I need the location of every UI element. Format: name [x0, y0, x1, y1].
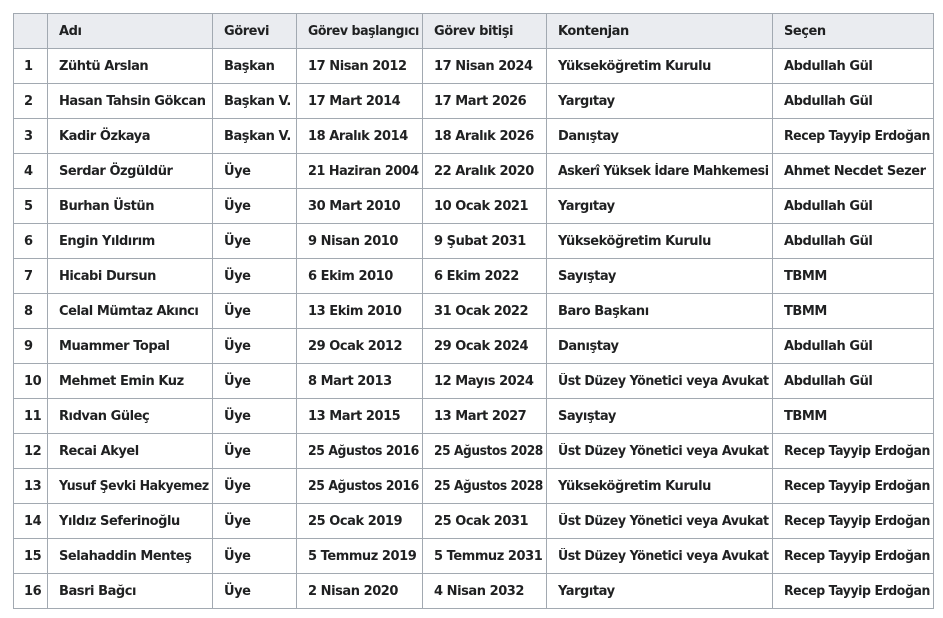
cell-appointer: TBMM — [773, 294, 934, 329]
cell-end-date: 17 Nisan 2024 — [423, 49, 547, 84]
cell-start-date: 30 Mart 2010 — [297, 189, 423, 224]
cell-appointer: Abdullah Gül — [773, 84, 934, 119]
cell-name: Muammer Topal — [48, 329, 213, 364]
table-row — [14, 364, 934, 399]
cell-name: Basri Bağcı — [48, 574, 213, 609]
cell-start-date: 25 Ocak 2019 — [297, 504, 423, 539]
cell-end-date: 9 Şubat 2031 — [423, 224, 547, 259]
table-body — [14, 49, 934, 609]
cell-end-date: 17 Mart 2026 — [423, 84, 547, 119]
cell-index: 6 — [14, 224, 48, 259]
cell-appointer: TBMM — [773, 399, 934, 434]
cell-index: 11 — [14, 399, 48, 434]
cell-quota: Askerî Yüksek İdare Mahkemesi — [547, 154, 773, 189]
table-row — [14, 49, 934, 84]
cell-index: 14 — [14, 504, 48, 539]
cell-start-date: 8 Mart 2013 — [297, 364, 423, 399]
cell-name: Zühtü Arslan — [48, 49, 213, 84]
cell-end-date: 31 Ocak 2022 — [423, 294, 547, 329]
cell-role: Başkan V. — [213, 84, 297, 119]
cell-role: Başkan V. — [213, 119, 297, 154]
cell-end-date: 29 Ocak 2024 — [423, 329, 547, 364]
cell-quota: Üst Düzey Yönetici veya Avukat — [547, 434, 773, 469]
cell-index: 5 — [14, 189, 48, 224]
cell-quota: Yargıtay — [547, 84, 773, 119]
cell-role: Üye — [213, 504, 297, 539]
cell-quota: Danıştay — [547, 119, 773, 154]
cell-end-date: 25 Ocak 2031 — [423, 504, 547, 539]
table-row — [14, 574, 934, 609]
cell-appointer: Abdullah Gül — [773, 224, 934, 259]
table-row — [14, 469, 934, 504]
cell-quota: Baro Başkanı — [547, 294, 773, 329]
cell-role: Üye — [213, 364, 297, 399]
table-row — [14, 329, 934, 364]
cell-name: Burhan Üstün — [48, 189, 213, 224]
cell-quota: Yükseköğretim Kurulu — [547, 224, 773, 259]
cell-end-date: 13 Mart 2027 — [423, 399, 547, 434]
cell-appointer: Abdullah Gül — [773, 49, 934, 84]
cell-quota: Sayıştay — [547, 399, 773, 434]
header-role[interactable]: Görevi — [213, 14, 297, 49]
table-row — [14, 434, 934, 469]
cell-name: Mehmet Emin Kuz — [48, 364, 213, 399]
header-quota[interactable]: Kontenjan — [547, 14, 773, 49]
cell-index: 8 — [14, 294, 48, 329]
cell-role: Üye — [213, 399, 297, 434]
cell-start-date: 13 Ekim 2010 — [297, 294, 423, 329]
cell-quota: Yargıtay — [547, 574, 773, 609]
cell-end-date: 12 Mayıs 2024 — [423, 364, 547, 399]
cell-quota: Sayıştay — [547, 259, 773, 294]
cell-index: 16 — [14, 574, 48, 609]
cell-appointer: Recep Tayyip Erdoğan — [773, 574, 934, 609]
table-row — [14, 294, 934, 329]
cell-role: Üye — [213, 294, 297, 329]
header-name[interactable]: Adı — [48, 14, 213, 49]
cell-quota: Üst Düzey Yönetici veya Avukat — [547, 364, 773, 399]
cell-appointer: Recep Tayyip Erdoğan — [773, 119, 934, 154]
header-end-date[interactable]: Görev bitişi — [423, 14, 547, 49]
cell-end-date: 10 Ocak 2021 — [423, 189, 547, 224]
cell-name: Yusuf Şevki Hakyemez — [48, 469, 213, 504]
cell-name: Selahaddin Menteş — [48, 539, 213, 574]
cell-start-date: 17 Mart 2014 — [297, 84, 423, 119]
table-row — [14, 154, 934, 189]
table-row — [14, 399, 934, 434]
cell-name: Hicabi Dursun — [48, 259, 213, 294]
cell-role: Üye — [213, 154, 297, 189]
cell-appointer: Abdullah Gül — [773, 189, 934, 224]
cell-quota: Üst Düzey Yönetici veya Avukat — [547, 539, 773, 574]
cell-start-date: 5 Temmuz 2019 — [297, 539, 423, 574]
cell-appointer: Abdullah Gül — [773, 329, 934, 364]
cell-index: 4 — [14, 154, 48, 189]
members-table-container — [13, 13, 933, 609]
cell-appointer: Recep Tayyip Erdoğan — [773, 539, 934, 574]
cell-start-date: 21 Haziran 2004 — [297, 154, 423, 189]
cell-role: Üye — [213, 539, 297, 574]
cell-start-date: 29 Ocak 2012 — [297, 329, 423, 364]
cell-appointer: TBMM — [773, 259, 934, 294]
cell-start-date: 2 Nisan 2020 — [297, 574, 423, 609]
cell-name: Rıdvan Güleç — [48, 399, 213, 434]
table-row — [14, 539, 934, 574]
table-row — [14, 224, 934, 259]
cell-index: 13 — [14, 469, 48, 504]
table-row — [14, 84, 934, 119]
cell-quota: Üst Düzey Yönetici veya Avukat — [547, 504, 773, 539]
cell-start-date: 9 Nisan 2010 — [297, 224, 423, 259]
table-header-row — [14, 14, 934, 49]
cell-index: 7 — [14, 259, 48, 294]
cell-role: Üye — [213, 329, 297, 364]
cell-end-date: 4 Nisan 2032 — [423, 574, 547, 609]
cell-name: Engin Yıldırım — [48, 224, 213, 259]
cell-appointer: Abdullah Gül — [773, 364, 934, 399]
cell-role: Üye — [213, 189, 297, 224]
cell-name: Yıldız Seferinoğlu — [48, 504, 213, 539]
cell-role: Üye — [213, 574, 297, 609]
table-row — [14, 259, 934, 294]
cell-end-date: 5 Temmuz 2031 — [423, 539, 547, 574]
cell-start-date: 6 Ekim 2010 — [297, 259, 423, 294]
cell-start-date: 25 Ağustos 2016 — [297, 434, 423, 469]
cell-end-date: 25 Ağustos 2028 — [423, 469, 547, 504]
cell-end-date: 22 Aralık 2020 — [423, 154, 547, 189]
cell-index: 2 — [14, 84, 48, 119]
header-appointer[interactable]: Seçen — [773, 14, 934, 49]
cell-appointer: Recep Tayyip Erdoğan — [773, 434, 934, 469]
cell-name: Recai Akyel — [48, 434, 213, 469]
cell-appointer: Recep Tayyip Erdoğan — [773, 469, 934, 504]
cell-index: 1 — [14, 49, 48, 84]
cell-end-date: 6 Ekim 2022 — [423, 259, 547, 294]
cell-appointer: Ahmet Necdet Sezer — [773, 154, 934, 189]
cell-start-date: 25 Ağustos 2016 — [297, 469, 423, 504]
cell-name: Hasan Tahsin Gökcan — [48, 84, 213, 119]
cell-start-date: 18 Aralık 2014 — [297, 119, 423, 154]
cell-index: 12 — [14, 434, 48, 469]
cell-quota: Danıştay — [547, 329, 773, 364]
cell-role: Üye — [213, 259, 297, 294]
members-table — [13, 13, 934, 609]
cell-index: 9 — [14, 329, 48, 364]
cell-start-date: 13 Mart 2015 — [297, 399, 423, 434]
cell-name: Kadir Özkaya — [48, 119, 213, 154]
cell-index: 15 — [14, 539, 48, 574]
cell-start-date: 17 Nisan 2012 — [297, 49, 423, 84]
cell-quota: Yargıtay — [547, 189, 773, 224]
cell-name: Celal Mümtaz Akıncı — [48, 294, 213, 329]
cell-name: Serdar Özgüldür — [48, 154, 213, 189]
cell-role: Başkan — [213, 49, 297, 84]
cell-index: 10 — [14, 364, 48, 399]
table-row — [14, 119, 934, 154]
cell-role: Üye — [213, 469, 297, 504]
cell-role: Üye — [213, 434, 297, 469]
header-index[interactable] — [14, 14, 48, 49]
header-start-date[interactable]: Görev başlangıcı — [297, 14, 423, 49]
cell-quota: Yükseköğretim Kurulu — [547, 469, 773, 504]
table-row — [14, 504, 934, 539]
cell-index: 3 — [14, 119, 48, 154]
cell-end-date: 18 Aralık 2026 — [423, 119, 547, 154]
cell-appointer: Recep Tayyip Erdoğan — [773, 504, 934, 539]
cell-end-date: 25 Ağustos 2028 — [423, 434, 547, 469]
cell-role: Üye — [213, 224, 297, 259]
table-row — [14, 189, 934, 224]
cell-quota: Yükseköğretim Kurulu — [547, 49, 773, 84]
